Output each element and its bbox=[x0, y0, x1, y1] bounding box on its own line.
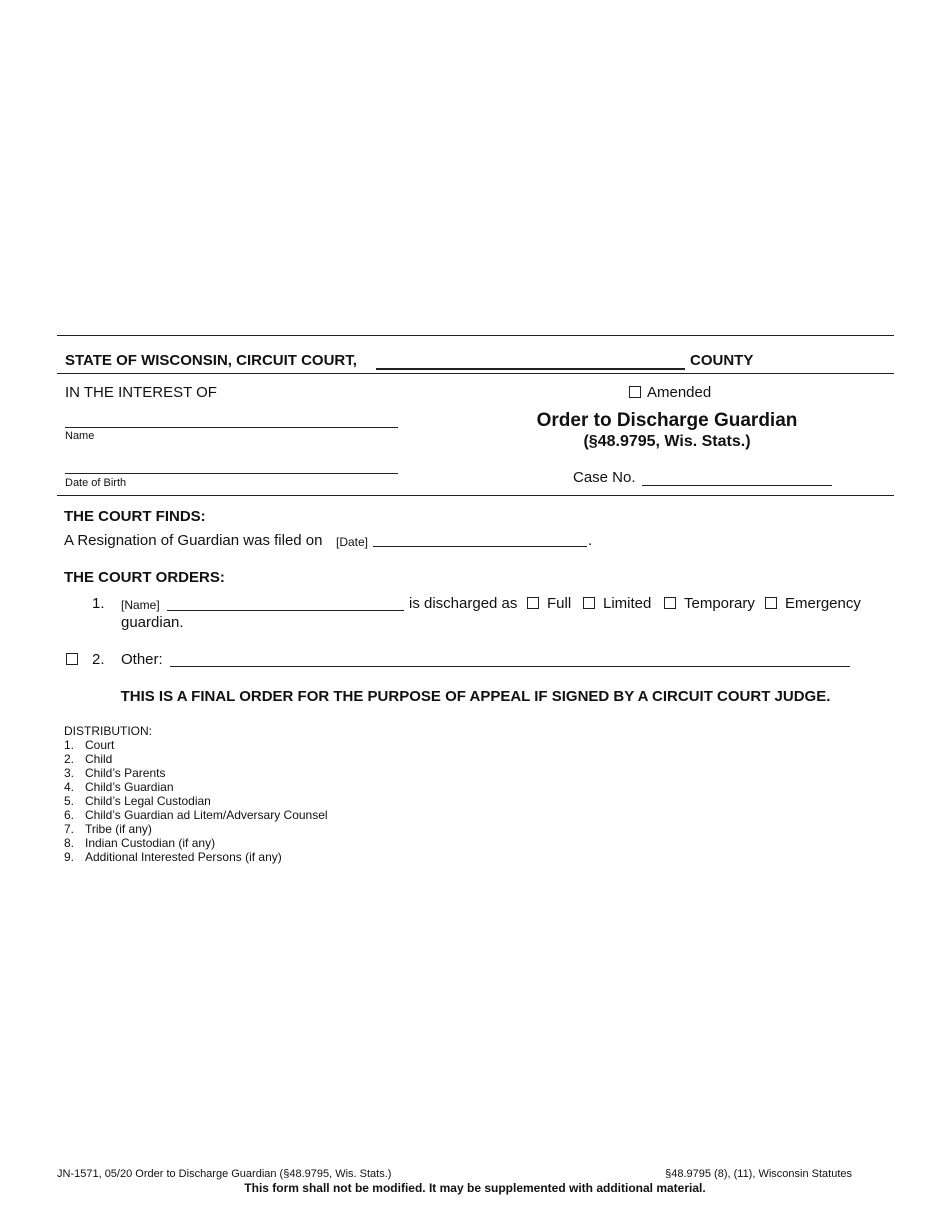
interest-of-label: IN THE INTEREST OF bbox=[65, 384, 217, 401]
case-number-field[interactable] bbox=[642, 485, 832, 486]
top-rule bbox=[57, 335, 894, 336]
other-label: Other: bbox=[121, 651, 163, 668]
final-order-statement: THIS IS A FINAL ORDER FOR THE PURPOSE OF APPEAL IF SIGNED BY A CIRCUIT COURT JUDGE. bbox=[120, 688, 831, 705]
findings-date-label: [Date] bbox=[336, 535, 369, 549]
list-item: 5. Child’s Legal Custodian bbox=[64, 794, 211, 808]
distribution-heading: DISTRIBUTION: bbox=[64, 724, 153, 738]
findings-text: A Resignation of Guardian was filed on bbox=[64, 532, 323, 549]
court-finds-heading: THE COURT FINDS: bbox=[64, 508, 206, 525]
distribution-list bbox=[64, 738, 328, 864]
emergency-option-label: Emergency bbox=[785, 595, 861, 612]
amended-label: Amended bbox=[647, 384, 712, 401]
list-item: 6. Child’s Guardian ad Litem/Adversary Counsel bbox=[64, 808, 328, 822]
list-item: 7. Tribe (if any) bbox=[64, 822, 152, 836]
footer-statute-ref: §48.9795 (8), (11), Wisconsin Statutes bbox=[665, 1168, 852, 1180]
court-orders-heading: THE COURT ORDERS: bbox=[64, 569, 225, 586]
other-field[interactable] bbox=[170, 666, 850, 667]
filing-date-field[interactable] bbox=[373, 546, 587, 547]
name-field[interactable] bbox=[65, 427, 398, 428]
full-checkbox[interactable] bbox=[527, 597, 539, 609]
order-item-1-number: 1. bbox=[92, 595, 105, 612]
list-item: 4. Child’s Guardian bbox=[64, 780, 174, 794]
date-of-birth-field[interactable] bbox=[65, 473, 398, 474]
guardian-name-field[interactable] bbox=[167, 610, 404, 611]
date-of-birth-label: Date of Birth bbox=[65, 477, 127, 489]
amended-checkbox[interactable] bbox=[629, 386, 641, 398]
footer-notice: This form shall not be modified. It may be supplemented with additional material. bbox=[244, 1181, 706, 1195]
list-item: 3. Child’s Parents bbox=[64, 766, 166, 780]
name-label: Name bbox=[65, 430, 95, 442]
footer-form-id: JN-1571, 05/20 Order to Discharge Guardian (§48.9795, Wis. Stats.) bbox=[57, 1168, 392, 1180]
list-item: 2. Child bbox=[64, 752, 113, 766]
list-item: 9. Additional Interested Persons (if any) bbox=[64, 850, 282, 864]
state-court-label: STATE OF WISCONSIN, CIRCUIT COURT, bbox=[65, 352, 357, 369]
header-rule bbox=[57, 373, 894, 374]
discharged-as-text: is discharged as bbox=[409, 595, 518, 612]
form-title: Order to Discharge Guardian bbox=[536, 410, 798, 431]
limited-checkbox[interactable] bbox=[583, 597, 595, 609]
temporary-checkbox[interactable] bbox=[664, 597, 676, 609]
caption-rule bbox=[57, 495, 894, 496]
findings-period: . bbox=[588, 532, 593, 549]
form-statute: (§48.9795, Wis. Stats.) bbox=[583, 433, 751, 450]
list-item: 1. Court bbox=[64, 738, 115, 752]
limited-option-label: Limited bbox=[603, 595, 652, 612]
case-number-label: Case No. bbox=[573, 469, 636, 486]
list-item: 8. Indian Custodian (if any) bbox=[64, 836, 216, 850]
guardian-word: guardian. bbox=[121, 614, 184, 631]
order-item-2-number: 2. bbox=[92, 651, 105, 668]
county-field[interactable] bbox=[376, 368, 685, 370]
county-label: COUNTY bbox=[690, 352, 754, 369]
full-option-label: Full bbox=[547, 595, 572, 612]
order-name-label: [Name] bbox=[121, 598, 160, 612]
emergency-checkbox[interactable] bbox=[765, 597, 777, 609]
temporary-option-label: Temporary bbox=[684, 595, 755, 612]
other-checkbox[interactable] bbox=[66, 653, 78, 665]
